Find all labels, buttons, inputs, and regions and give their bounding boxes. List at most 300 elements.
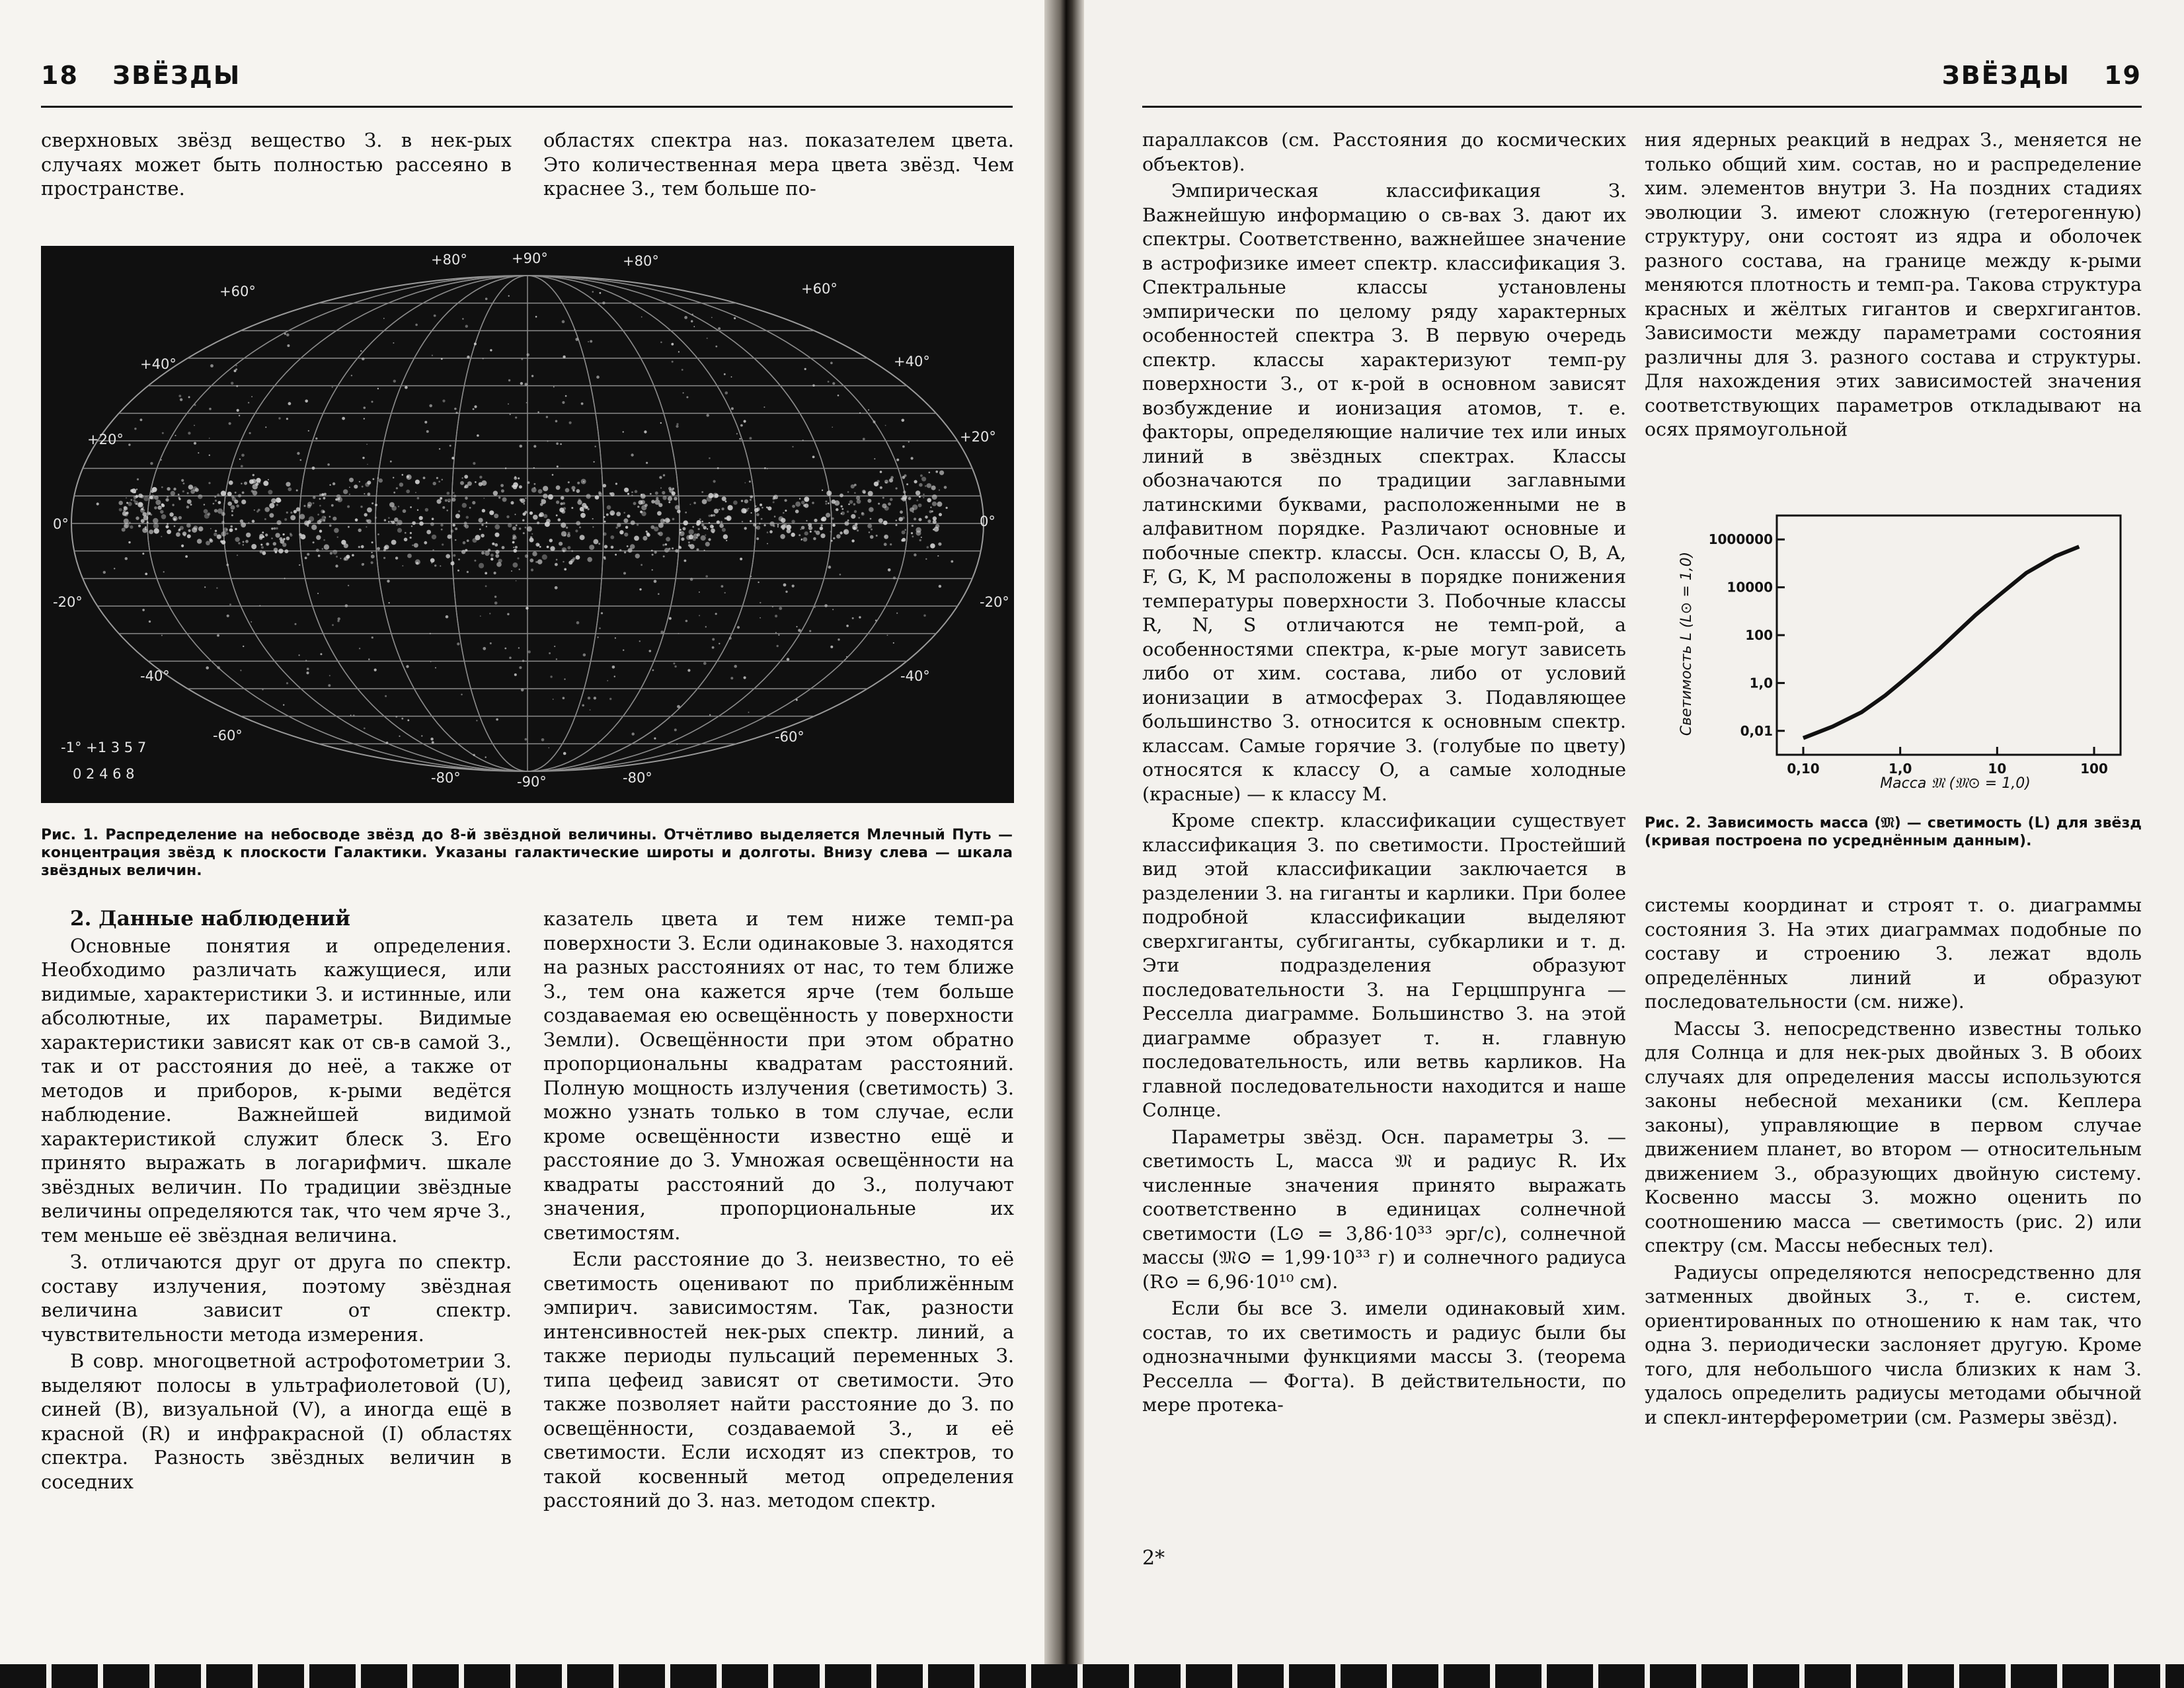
star-dot xyxy=(828,502,830,504)
star-dot xyxy=(689,529,694,535)
star-dot xyxy=(383,549,386,551)
star-dot xyxy=(239,415,240,416)
star-dot xyxy=(797,626,798,627)
star-dot xyxy=(779,607,782,610)
star-dot xyxy=(781,518,785,523)
star-dot xyxy=(352,554,354,556)
star-dot xyxy=(927,519,931,523)
star-dot xyxy=(933,529,935,531)
star-dot xyxy=(407,554,412,558)
star-dot xyxy=(235,492,237,494)
star-dot xyxy=(623,518,628,523)
latitude-label: +80° xyxy=(431,252,467,268)
star-dot xyxy=(288,487,292,491)
star-dot xyxy=(684,316,687,319)
star-dot xyxy=(364,418,365,419)
star-dot xyxy=(627,493,629,495)
star-dot xyxy=(440,497,442,500)
star-dot xyxy=(843,529,849,535)
star-dot xyxy=(882,497,884,499)
star-dot xyxy=(261,546,264,549)
star-dot xyxy=(311,525,317,530)
star-dot xyxy=(580,535,585,540)
star-dot xyxy=(299,514,305,519)
star-dot xyxy=(506,516,509,518)
star-dot xyxy=(496,718,498,721)
star-dot xyxy=(167,487,170,490)
star-dot xyxy=(846,625,849,627)
latitude-label: -20° xyxy=(53,594,83,610)
star-dot xyxy=(690,578,693,581)
star-dot xyxy=(599,627,601,629)
star-dot xyxy=(402,565,403,566)
star-dot xyxy=(662,544,664,546)
star-dot xyxy=(182,490,184,492)
latitude-label: -80° xyxy=(623,770,652,786)
star-dot xyxy=(160,510,164,514)
star-dot xyxy=(705,542,710,547)
star-dot xyxy=(114,568,115,569)
star-dot xyxy=(403,510,407,514)
star-dot xyxy=(175,435,176,436)
star-dot xyxy=(820,524,822,526)
star-dot xyxy=(530,536,533,539)
star-dot xyxy=(315,438,317,440)
star-dot xyxy=(561,510,565,514)
star-dot xyxy=(305,556,307,559)
star-dot xyxy=(524,511,527,514)
star-dot xyxy=(489,613,490,614)
star-dot xyxy=(485,572,487,574)
star-dot xyxy=(415,492,416,493)
star-dot xyxy=(537,559,543,564)
star-dot xyxy=(711,528,715,533)
star-dot xyxy=(824,604,828,607)
star-dot xyxy=(482,509,485,512)
star-dot xyxy=(221,512,225,516)
star-dot xyxy=(467,571,469,573)
star-dot xyxy=(508,523,512,527)
star-dot xyxy=(284,518,287,521)
star-dot xyxy=(927,498,931,503)
star-dot xyxy=(181,545,184,547)
star-dot xyxy=(870,518,872,520)
star-dot xyxy=(235,528,237,530)
star-dot xyxy=(473,754,475,756)
star-dot xyxy=(154,506,157,510)
star-dot xyxy=(332,550,337,555)
star-dot xyxy=(493,491,498,496)
star-dot xyxy=(845,521,849,526)
star-dot xyxy=(262,689,263,690)
star-dot xyxy=(231,505,235,510)
star-dot xyxy=(483,498,485,499)
star-dot xyxy=(702,499,707,504)
star-dot xyxy=(490,349,492,351)
star-dot xyxy=(235,365,237,366)
star-dot xyxy=(715,613,717,615)
star-dot xyxy=(875,619,877,621)
star-dot xyxy=(318,555,321,557)
star-dot xyxy=(791,519,795,523)
star-dot xyxy=(472,501,475,504)
star-dot xyxy=(446,615,449,619)
star-dot xyxy=(479,482,483,486)
star-dot xyxy=(914,553,916,556)
star-dot xyxy=(798,629,801,633)
star-dot xyxy=(267,543,269,545)
star-dot xyxy=(173,518,176,521)
star-dot xyxy=(128,502,132,506)
x-axis-label: Масса 𝔐 (𝔐⊙ = 1,0) xyxy=(1880,775,2031,792)
star-dot xyxy=(814,530,816,532)
star-dot xyxy=(660,487,662,488)
star-dot xyxy=(519,527,521,529)
star-dot xyxy=(371,561,373,564)
star-dot xyxy=(828,566,832,569)
star-dot xyxy=(856,496,860,500)
star-dot xyxy=(174,525,176,527)
star-dot xyxy=(719,509,720,510)
star-dot xyxy=(510,414,511,415)
star-dot xyxy=(231,510,233,512)
star-dot xyxy=(435,667,436,668)
star-dot xyxy=(731,376,732,377)
star-dot xyxy=(717,520,720,523)
star-dot xyxy=(178,529,180,532)
star-dot xyxy=(556,442,559,445)
star-dot xyxy=(937,555,939,556)
star-dot xyxy=(248,402,249,403)
star-dot xyxy=(479,518,483,523)
star-dot xyxy=(300,459,302,461)
star-dot xyxy=(577,482,580,484)
star-dot xyxy=(217,494,219,496)
star-dot xyxy=(687,669,690,671)
star-dot xyxy=(519,666,522,669)
star-dot xyxy=(800,539,802,541)
star-dot xyxy=(178,498,180,500)
star-dot xyxy=(669,617,672,620)
star-dot xyxy=(604,521,606,523)
star-dot xyxy=(884,480,888,484)
star-dot xyxy=(821,527,823,529)
star-dot xyxy=(508,403,509,404)
star-dot xyxy=(143,506,144,508)
running-head-right xyxy=(1864,61,2142,93)
star-dot xyxy=(532,551,537,556)
right-col2-top-text: ния ядерных реакций в недрах З., меняется не только общий хим. состав, но и распределение хим. элементов внутри З. На поздних стадиях эволюции З. имеют сложную (гетерогенную) структуру, они состоят из ядра и оболочек разного состава, на границе между к-рыми меняются плотность и темп-ра. Такова структура красных и жёлтых гигантов и сверхгигантов. Зависимости между параметрами состояния различны для З. разного состава и структуры. Для нахождения этих зависимостей значения соответствующих параметров откладывают на осях прямоугольной xyxy=(1645,129,2142,440)
star-dot xyxy=(165,498,169,502)
star-dot xyxy=(511,570,512,572)
star-dot xyxy=(557,465,559,467)
star-dot xyxy=(520,445,523,448)
star-dot xyxy=(854,510,857,513)
star-dot xyxy=(558,518,561,521)
star-dot xyxy=(153,518,158,523)
latitude-label: -60° xyxy=(213,728,243,744)
star-dot xyxy=(436,477,438,479)
star-dot xyxy=(555,586,558,590)
star-dot xyxy=(652,554,654,556)
star-dot xyxy=(832,427,833,428)
star-dot xyxy=(537,544,540,547)
star-dot xyxy=(384,519,386,521)
star-dot xyxy=(901,498,904,500)
star-dot xyxy=(560,502,563,505)
star-dot xyxy=(939,489,940,490)
star-dot xyxy=(361,545,364,549)
star-dot xyxy=(537,411,539,412)
star-dot xyxy=(433,482,436,485)
star-dot xyxy=(662,491,665,494)
star-dot xyxy=(412,521,416,525)
star-dot xyxy=(556,658,557,660)
star-dot xyxy=(474,342,477,345)
star-dot xyxy=(563,550,565,553)
star-dot xyxy=(867,499,871,503)
star-dot xyxy=(577,491,578,492)
star-dot xyxy=(231,514,233,516)
left-page xyxy=(0,0,1044,1688)
star-dot xyxy=(736,433,738,434)
star-dot xyxy=(149,529,153,534)
star-dot xyxy=(727,518,730,520)
star-dot xyxy=(568,481,570,483)
star-dot xyxy=(890,543,892,545)
star-dot xyxy=(666,519,670,523)
star-dot xyxy=(453,494,456,497)
right-col2-paragraph: Радиусы определяются непосредственно для затменных двойных З., т. е. систем, ориентированных по отношению к нам так, что одна З. периодически заслоняет другую. Кроме того, для небольшого числа близких к нам З. удалось определить радиусы методами обычной и спекл-интерферометрии (см. Размеры звёзд). xyxy=(1645,1261,2142,1428)
star-dot xyxy=(598,543,600,545)
star-dot xyxy=(147,521,149,523)
star-dot xyxy=(513,562,518,568)
star-dot xyxy=(248,522,250,524)
star-dot xyxy=(180,399,182,401)
star-dot xyxy=(699,518,701,520)
star-dot xyxy=(646,462,648,464)
star-dot xyxy=(125,557,128,560)
star-dot xyxy=(744,482,746,484)
star-dot xyxy=(323,497,326,500)
star-dot xyxy=(769,521,774,526)
star-dot xyxy=(709,457,711,459)
star-dot xyxy=(814,519,817,522)
star-dot xyxy=(750,499,752,501)
star-dot xyxy=(841,513,842,514)
star-dot xyxy=(283,704,284,705)
star-dot xyxy=(296,490,298,492)
star-dot xyxy=(932,494,937,500)
star-dot xyxy=(501,489,504,492)
star-dot xyxy=(921,477,926,481)
star-dot xyxy=(178,516,182,519)
star-dot xyxy=(565,488,570,492)
star-dot xyxy=(235,368,237,370)
star-dot xyxy=(603,532,606,535)
star-dot xyxy=(938,543,941,546)
star-dot xyxy=(340,558,341,559)
star-dot xyxy=(260,544,262,546)
star-dot xyxy=(873,420,875,423)
star-dot xyxy=(800,529,801,530)
star-dot xyxy=(176,532,180,537)
star-dot xyxy=(118,501,123,506)
star-dot xyxy=(935,524,939,528)
star-dot xyxy=(238,494,241,497)
star-dot xyxy=(556,500,559,504)
star-dot xyxy=(623,572,626,574)
star-dot xyxy=(241,522,246,527)
star-dot xyxy=(359,648,360,649)
star-dot xyxy=(751,512,752,514)
star-dot xyxy=(578,498,581,501)
star-dot xyxy=(775,632,777,633)
star-dot xyxy=(868,491,873,496)
star-dot xyxy=(637,506,639,508)
star-dot xyxy=(229,480,233,485)
star-dot xyxy=(912,535,914,537)
right-col2-top xyxy=(1645,128,2142,445)
star-dot xyxy=(434,315,436,317)
star-dot xyxy=(847,511,849,513)
star-dot xyxy=(412,545,413,546)
star-dot xyxy=(238,542,240,544)
star-dot xyxy=(161,536,162,537)
star-dot xyxy=(697,520,701,525)
star-dot xyxy=(683,520,688,525)
star-dot xyxy=(313,541,315,543)
star-dot xyxy=(349,486,350,488)
star-dot xyxy=(305,660,307,661)
star-dot xyxy=(857,499,861,504)
star-dot xyxy=(718,327,721,330)
star-dot xyxy=(923,615,926,617)
star-dot xyxy=(514,476,516,478)
star-dot xyxy=(236,504,239,508)
star-dot xyxy=(399,736,400,737)
left-col1 xyxy=(41,907,512,1496)
star-dot xyxy=(708,493,713,498)
star-dot xyxy=(561,496,565,500)
star-dot xyxy=(783,584,787,587)
left-col2-paragraph: Если расстояние до З. неизвестно, то её светимость оценивают по приближённым эмпирич. зависимостям. Так, разности интенсивностей нек-рых спектр. линий, а также периоды пульсаций переменных З. типа цефеид зависят от светимости. Это также позволяет найти расстояние до З. по освещённости, создаваемой З., и её светимости. Если исходят из спектров, то такой косвенный метод определения расстояний до З. наз. методом спектр. xyxy=(543,1248,1014,1512)
star-dot xyxy=(611,513,613,516)
star-dot xyxy=(682,369,683,371)
star-dot xyxy=(430,558,435,563)
star-dot xyxy=(490,642,492,644)
star-dot xyxy=(204,504,205,505)
star-dot xyxy=(308,430,309,432)
star-dot xyxy=(604,556,606,559)
star-dot xyxy=(563,752,566,755)
star-dot xyxy=(161,486,163,488)
star-dot xyxy=(235,537,239,542)
star-dot xyxy=(447,492,450,495)
star-dot xyxy=(495,533,500,537)
star-dot xyxy=(262,536,264,538)
star-dot xyxy=(750,496,753,499)
star-dot xyxy=(859,412,861,414)
star-dot xyxy=(229,422,231,425)
star-dot xyxy=(364,493,365,494)
star-dot xyxy=(284,333,286,335)
star-dot xyxy=(457,642,459,645)
star-dot xyxy=(364,513,368,516)
star-dot xyxy=(767,468,768,469)
star-dot xyxy=(885,425,886,426)
star-dot xyxy=(830,646,833,648)
star-dot xyxy=(791,533,795,537)
star-dot xyxy=(688,541,690,543)
star-dot xyxy=(820,533,825,538)
star-dot xyxy=(802,440,804,441)
star-dot xyxy=(511,501,514,504)
star-dot xyxy=(547,441,549,442)
star-dot xyxy=(546,416,548,418)
star-dot xyxy=(583,481,584,482)
star-dot xyxy=(384,545,389,549)
star-dot xyxy=(368,658,370,660)
star-dot xyxy=(668,496,672,501)
star-dot xyxy=(658,503,662,507)
star-dot xyxy=(734,665,737,668)
star-dot xyxy=(505,467,506,469)
star-dot xyxy=(226,533,228,535)
star-dot xyxy=(494,572,496,574)
star-dot xyxy=(388,521,389,522)
star-dot xyxy=(186,506,189,508)
star-dot xyxy=(186,523,191,528)
section-heading: 2. Данные наблюдений xyxy=(70,907,350,931)
star-dot xyxy=(848,504,850,506)
star-dot xyxy=(130,525,133,529)
star-dot xyxy=(329,516,331,518)
star-dot xyxy=(453,523,455,526)
star-dot xyxy=(390,461,392,463)
star-dot xyxy=(698,528,700,530)
x-tick-label: 10 xyxy=(1988,761,2007,777)
right-col2-paragraph: Массы З. непосредственно известны только для Солнца и для нек-рых двойных З. В обоих случаях для определения массы используются законы небесной механики (см. Кеплера законы), управляющие в первом случае движением планет, во втором — относительным движением З., образующих двойную систему. Косвенно массы З. можно оценить по соотношению масса — светимость (рис. 2) или спектру (см. Массы небесных тел). xyxy=(1645,1017,2142,1256)
star-dot xyxy=(377,547,380,551)
star-dot xyxy=(828,381,830,383)
star-dot xyxy=(604,545,607,548)
star-dot xyxy=(912,525,914,527)
star-dot xyxy=(539,514,542,517)
star-dot xyxy=(152,488,153,489)
star-dot xyxy=(440,523,443,526)
star-dot xyxy=(649,650,652,652)
star-dot xyxy=(393,477,394,479)
star-dot xyxy=(712,638,715,640)
star-dot xyxy=(157,506,161,510)
star-dot xyxy=(607,505,611,510)
star-dot xyxy=(717,467,719,469)
star-dot xyxy=(893,576,896,579)
star-dot xyxy=(689,535,693,539)
star-dot xyxy=(181,479,184,482)
star-dot xyxy=(753,523,756,527)
star-dot xyxy=(617,523,621,527)
star-dot xyxy=(847,491,849,493)
star-dot xyxy=(767,543,768,545)
star-dot xyxy=(246,533,251,537)
star-dot xyxy=(453,561,454,562)
star-dot xyxy=(869,507,874,512)
star-dot xyxy=(188,484,194,490)
star-dot xyxy=(353,714,355,716)
star-dot xyxy=(887,634,888,636)
